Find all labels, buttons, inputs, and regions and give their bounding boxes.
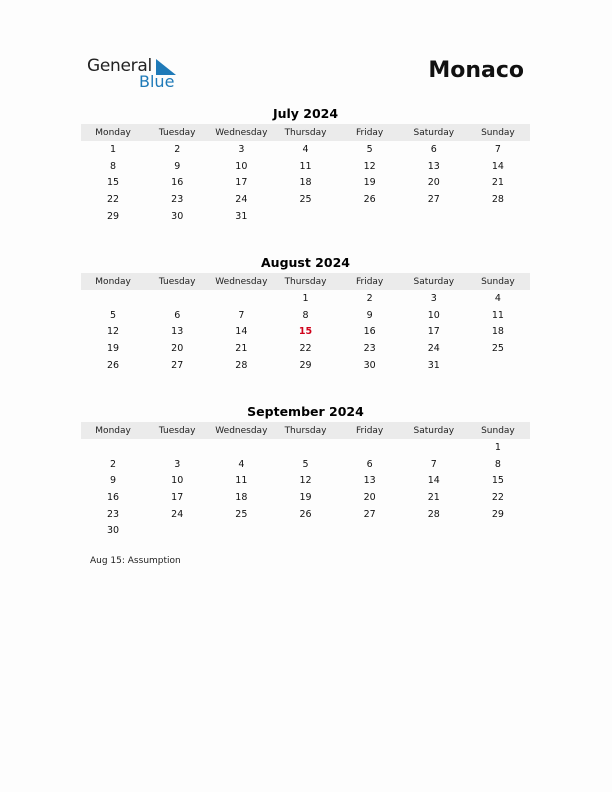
day-cell: 16 [363, 326, 376, 338]
empty-day-cell [145, 290, 209, 307]
day-cell: 6 [366, 458, 373, 470]
day-cell: 21 [235, 342, 248, 354]
empty-day-cell [209, 522, 273, 539]
weekday-header: Thursday [273, 273, 337, 290]
weekday-header: Thursday [273, 124, 337, 141]
day-cell: 31 [235, 210, 248, 222]
month-august [81, 255, 530, 373]
day-cell: 29 [107, 210, 120, 222]
empty-day-cell [402, 522, 466, 539]
day-cell: 6 [430, 143, 437, 155]
week-row [81, 522, 530, 539]
day-cell: 26 [363, 193, 376, 205]
day-cell: 3 [238, 143, 245, 155]
day-cell: 5 [110, 309, 117, 321]
week-row [81, 439, 530, 456]
day-cell: 24 [235, 193, 248, 205]
week-row [81, 158, 530, 175]
day-cell: 19 [299, 491, 312, 503]
day-cell: 9 [174, 160, 181, 172]
day-cell: 5 [302, 458, 309, 470]
empty-day-cell [338, 439, 402, 456]
day-cell: 7 [494, 143, 501, 155]
day-cell: 28 [491, 193, 504, 205]
weekday-header: Monday [81, 422, 145, 439]
day-cell: 19 [107, 342, 120, 354]
day-cell: 23 [107, 508, 120, 520]
day-cell: 30 [107, 525, 120, 537]
week-row [81, 340, 530, 357]
day-cell: 1 [302, 292, 309, 304]
day-cell: 29 [491, 508, 504, 520]
day-cell: 27 [427, 193, 440, 205]
day-cell: 18 [235, 491, 248, 503]
day-cell: 22 [299, 342, 312, 354]
week-row [81, 456, 530, 473]
weekday-header: Sunday [466, 124, 530, 141]
day-cell: 13 [427, 160, 440, 172]
day-cell: 8 [302, 309, 309, 321]
month-title: August 2024 [261, 255, 350, 270]
day-cell: 12 [107, 326, 120, 338]
week-row [81, 174, 530, 191]
week-row [81, 506, 530, 523]
week-row [81, 307, 530, 324]
weekday-header: Saturday [402, 124, 466, 141]
day-cell: 11 [491, 309, 504, 321]
day-cell: 20 [171, 342, 184, 354]
logo-text-general: General [87, 56, 152, 76]
day-cell: 7 [238, 309, 245, 321]
day-cell: 21 [491, 177, 504, 189]
month-title: September 2024 [247, 404, 364, 419]
week-row [81, 290, 530, 307]
empty-day-cell [466, 357, 530, 374]
day-cell: 27 [171, 359, 184, 371]
day-cell: 14 [427, 475, 440, 487]
day-cell: 22 [491, 491, 504, 503]
day-cell: 3 [430, 292, 437, 304]
day-cell: 20 [427, 177, 440, 189]
holiday-day-cell: 15 [298, 326, 313, 338]
day-cell: 9 [366, 309, 373, 321]
empty-day-cell [81, 290, 145, 307]
empty-day-cell [273, 208, 337, 225]
day-cell: 11 [235, 475, 248, 487]
weekday-header: Wednesday [209, 422, 273, 439]
day-cell: 2 [366, 292, 373, 304]
logo-text-blue: Blue [139, 72, 175, 91]
day-cell: 23 [363, 342, 376, 354]
week-row [81, 357, 530, 374]
day-cell: 4 [494, 292, 501, 304]
day-cell: 14 [235, 326, 248, 338]
week-row [81, 323, 530, 340]
day-cell: 8 [494, 458, 501, 470]
week-row [81, 191, 530, 208]
day-cell: 17 [235, 177, 248, 189]
day-cell: 26 [107, 359, 120, 371]
weekday-header: Tuesday [145, 273, 209, 290]
weekday-header: Friday [338, 273, 402, 290]
weekday-header: Monday [81, 273, 145, 290]
day-cell: 25 [491, 342, 504, 354]
empty-day-cell [402, 439, 466, 456]
day-cell: 21 [427, 491, 440, 503]
weekday-header: Sunday [466, 422, 530, 439]
day-cell: 17 [427, 326, 440, 338]
day-cell: 7 [430, 458, 437, 470]
empty-day-cell [145, 439, 209, 456]
day-cell: 18 [491, 326, 504, 338]
month-september [81, 404, 530, 539]
weekday-header: Wednesday [209, 124, 273, 141]
weekday-header-row [81, 422, 530, 439]
empty-day-cell [273, 522, 337, 539]
empty-day-cell [209, 439, 273, 456]
day-cell: 6 [174, 309, 181, 321]
empty-day-cell [402, 208, 466, 225]
day-cell: 10 [235, 160, 248, 172]
day-cell: 14 [491, 160, 504, 172]
day-cell: 11 [299, 160, 312, 172]
day-cell: 24 [171, 508, 184, 520]
day-cell: 4 [238, 458, 245, 470]
weekday-header: Sunday [466, 273, 530, 290]
weekday-header: Friday [338, 422, 402, 439]
weekday-header: Wednesday [209, 273, 273, 290]
day-cell: 16 [107, 491, 120, 503]
calendar-grid [81, 422, 530, 539]
week-row [81, 208, 530, 225]
day-cell: 30 [171, 210, 184, 222]
day-cell: 2 [110, 458, 117, 470]
day-cell: 13 [363, 475, 376, 487]
weekday-header: Thursday [273, 422, 337, 439]
empty-day-cell [338, 522, 402, 539]
weekday-header-row [81, 273, 530, 290]
day-cell: 12 [299, 475, 312, 487]
day-cell: 10 [171, 475, 184, 487]
day-cell: 23 [171, 193, 184, 205]
day-cell: 25 [299, 193, 312, 205]
empty-day-cell [466, 208, 530, 225]
day-cell: 28 [427, 508, 440, 520]
weekday-header: Monday [81, 124, 145, 141]
day-cell: 15 [107, 177, 120, 189]
day-cell: 19 [363, 177, 376, 189]
day-cell: 28 [235, 359, 248, 371]
week-row [81, 472, 530, 489]
calendar-grid [81, 273, 530, 373]
day-cell: 1 [110, 143, 117, 155]
weekday-header: Saturday [402, 422, 466, 439]
day-cell: 24 [427, 342, 440, 354]
weekday-header-row [81, 124, 530, 141]
day-cell: 4 [302, 143, 309, 155]
day-cell: 1 [494, 441, 501, 453]
calendar-grid [81, 124, 530, 224]
day-cell: 30 [363, 359, 376, 371]
day-cell: 26 [299, 508, 312, 520]
empty-day-cell [145, 522, 209, 539]
day-cell: 16 [171, 177, 184, 189]
day-cell: 10 [427, 309, 440, 321]
day-cell: 3 [174, 458, 181, 470]
weekday-header: Tuesday [145, 422, 209, 439]
day-cell: 13 [171, 326, 184, 338]
day-cell: 27 [363, 508, 376, 520]
day-cell: 17 [171, 491, 184, 503]
day-cell: 12 [363, 160, 376, 172]
country-title: Monaco [428, 58, 524, 83]
day-cell: 15 [491, 475, 504, 487]
day-cell: 2 [174, 143, 181, 155]
day-cell: 18 [299, 177, 312, 189]
week-row [81, 141, 530, 158]
general-blue-logo [87, 56, 187, 96]
month-july [81, 106, 530, 224]
week-row [81, 489, 530, 506]
day-cell: 29 [299, 359, 312, 371]
day-cell: 20 [363, 491, 376, 503]
empty-day-cell [466, 522, 530, 539]
empty-day-cell [81, 439, 145, 456]
empty-day-cell [209, 290, 273, 307]
day-cell: 22 [107, 193, 120, 205]
day-cell: 25 [235, 508, 248, 520]
month-title: July 2024 [272, 106, 339, 121]
day-cell: 31 [427, 359, 440, 371]
day-cell: 8 [110, 160, 117, 172]
weekday-header: Saturday [402, 273, 466, 290]
day-cell: 5 [366, 143, 373, 155]
weekday-header: Friday [338, 124, 402, 141]
empty-day-cell [273, 439, 337, 456]
weekday-header: Tuesday [145, 124, 209, 141]
holiday-notes: Aug 15: Assumption [90, 556, 181, 566]
day-cell: 9 [110, 475, 117, 487]
empty-day-cell [338, 208, 402, 225]
